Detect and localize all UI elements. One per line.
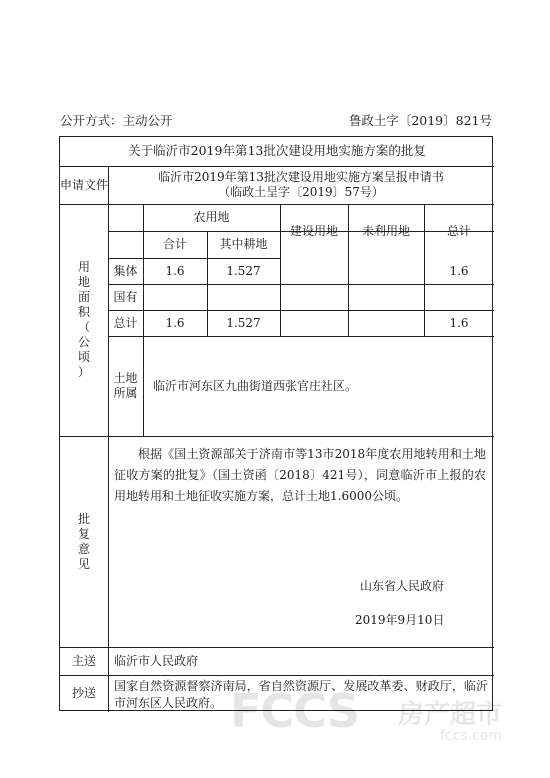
cell-collective-total: 1.6 [449, 263, 469, 278]
col-unused: 未利用地 [361, 223, 410, 238]
cell-state-arable [207, 284, 280, 310]
land-area-label-char: （ [77, 320, 90, 334]
cell-state-unused [348, 284, 424, 310]
opinion-label [60, 436, 108, 647]
cell-total-subtotal: 1.6 [165, 315, 185, 330]
approval-table [59, 136, 493, 711]
cell-collective-unused [348, 258, 424, 284]
cell-total-arable: 1.527 [226, 315, 261, 330]
cell-state-subtotal [143, 284, 207, 310]
opinion-text: 根据《国土资源部关于济南市等13市2018年度农用地转用和土地征收方案的批复》（国土资函〔2018〕421号），同意临沂市上报的农用地转用和土地征收实施方案，总计土地1.6000公顷。 [114, 447, 486, 503]
application-line-2: （临政土呈字〔2019〕57号） [218, 185, 384, 199]
location-value: 临沂市河东区九曲街道西张官庄社区。 [153, 378, 358, 393]
cell-state-construction [280, 284, 348, 310]
watermark-brand: 房产超市 [398, 700, 503, 730]
land-area-label [60, 204, 108, 436]
approval-title: 关于临沂市2019年第13批次建设用地实施方案的批复 [128, 143, 426, 159]
cell-collective-arable: 1.527 [226, 263, 261, 278]
land-area-label-char: 地 [77, 275, 90, 289]
cell-total-total: 1.6 [449, 315, 469, 330]
opinion-label-char: 意 [77, 541, 90, 556]
opinion-label-char: 批 [77, 511, 90, 526]
land-area-label-char: ） [77, 365, 90, 379]
cell-collective-construction [280, 258, 348, 284]
land-area-label-char: 顷 [77, 350, 90, 364]
issue-date: 2019年9月10日 [355, 613, 445, 627]
land-area-label-char: 公 [77, 335, 90, 349]
col-construction: 建设用地 [289, 223, 338, 238]
to-value: 临沂市人民政府 [114, 653, 199, 668]
col-farmland: 农用地 [193, 210, 230, 225]
row-label-collective: 集体 [113, 263, 138, 278]
land-area-label-char: 面 [77, 290, 90, 304]
col-total: 总计 [446, 223, 471, 238]
watermark-logo: FCCS [230, 684, 359, 738]
watermark-site: fccs.com [440, 728, 502, 744]
row-label-total: 总计 [113, 315, 138, 330]
cell-total-construction [280, 310, 348, 336]
cell-total-unused [348, 310, 424, 336]
row-label-state: 国有 [113, 289, 138, 304]
disclosure-method: 公开方式：主动公开 [60, 113, 173, 128]
opinion-label-char: 见 [77, 556, 90, 571]
land-area-label-char: 积 [77, 305, 90, 319]
application-label: 申请文件 [60, 177, 109, 192]
col-arable: 其中耕地 [219, 237, 268, 252]
to-label: 主送 [71, 653, 96, 668]
location-label-line-2: 所属 [113, 386, 138, 400]
col-subtotal: 合计 [162, 237, 187, 252]
opinion-label-char: 复 [77, 526, 90, 541]
document-number: 鲁政土字〔2019〕821号 [348, 113, 492, 128]
land-area-label-char: 用 [77, 260, 90, 274]
location-label-line-1: 土地 [113, 371, 138, 385]
application-document [108, 166, 494, 204]
cell-state-total [424, 284, 494, 310]
cell-collective-subtotal: 1.6 [165, 263, 185, 278]
application-line-1: 临沂市2019年第13批次建设用地实施方案呈报申请书 [158, 170, 444, 184]
location-label [108, 336, 143, 436]
issuer: 山东省人民政府 [360, 579, 445, 593]
cc-label: 抄送 [71, 686, 96, 701]
cc-value: 国家自然资源督察济南局，省自然资源厅、发展改革委、财政厅，临沂市河东区人民政府。 [114, 679, 488, 710]
